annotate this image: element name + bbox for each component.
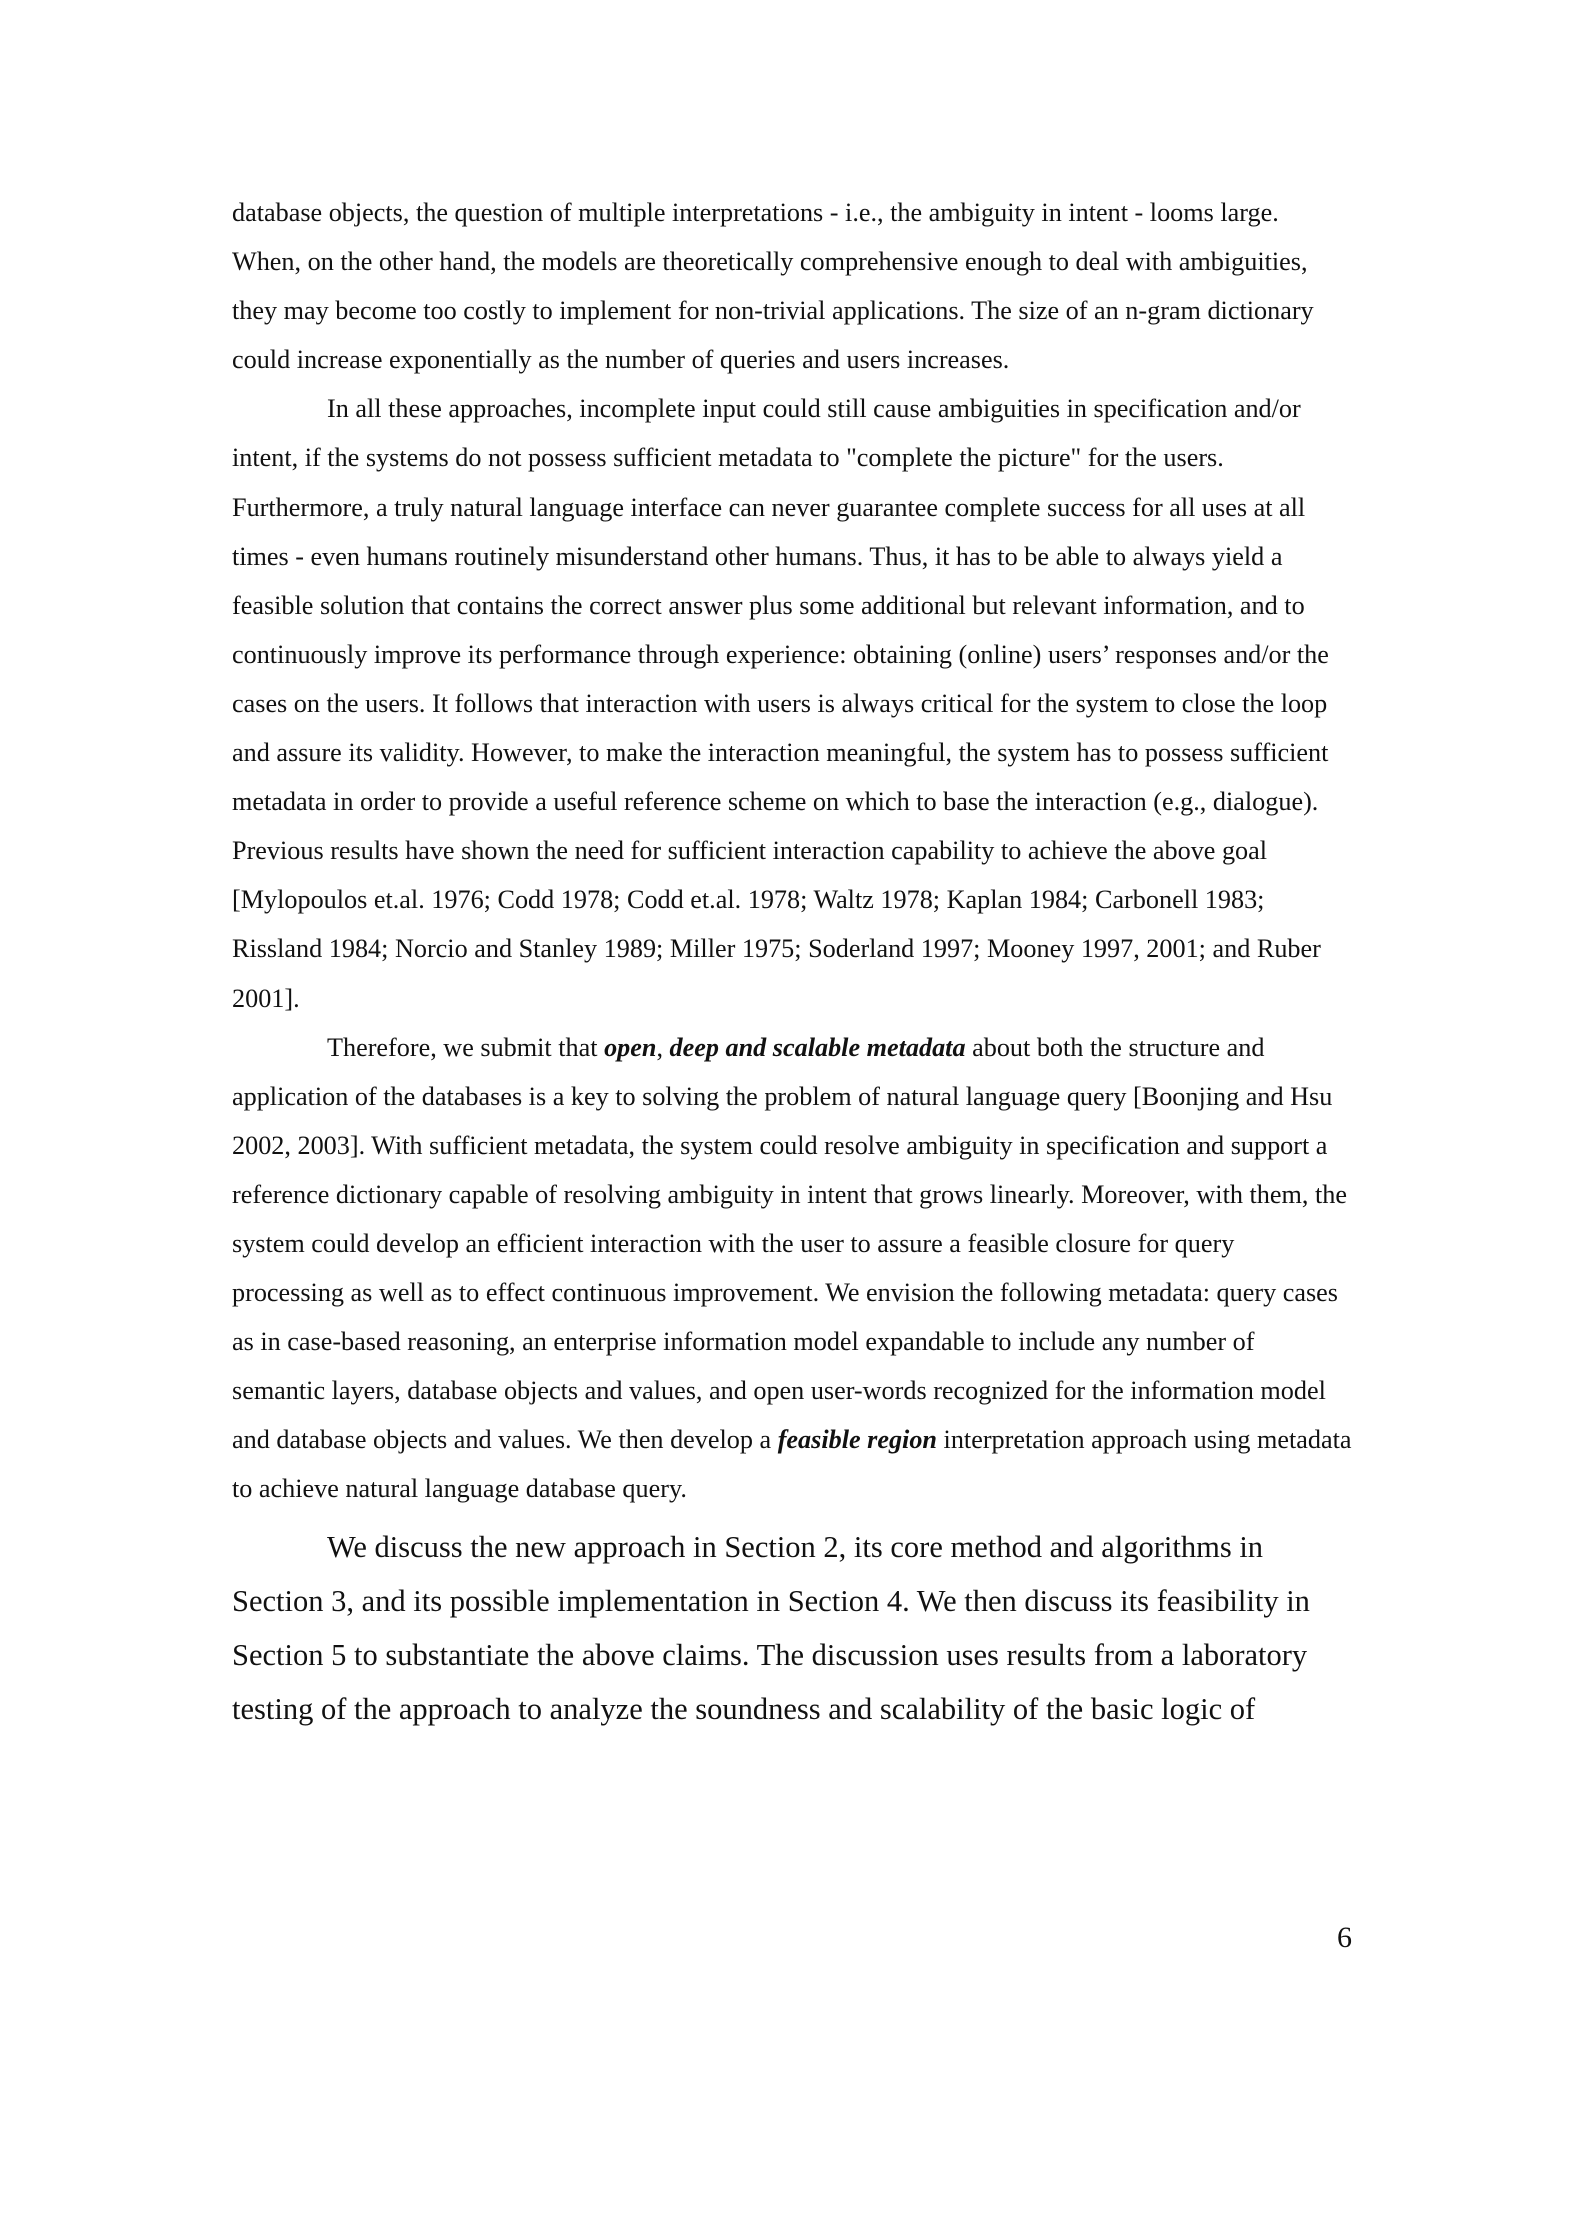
paragraph-text-segment: Therefore, we submit that bbox=[327, 1032, 605, 1062]
paragraph-section-overview: We discuss the new approach in Section 2, its core method and algorithms in Section 3, and its possible implementation in Section 4. We then discuss its feasibility in Section 5 to substantiate the above claims. The discussion uses results from a laboratory testing of the approach to analyze the soundness and scalability of the basic logic of bbox=[232, 1529, 1310, 1726]
emphasis-deep-scalable-metadata: deep and scalable metadata bbox=[669, 1032, 966, 1062]
page-number: 6 bbox=[1337, 1921, 1352, 1954]
paragraph-text-segment: interpretation approach using metadata to achieve natural language database query. bbox=[232, 1425, 1352, 1504]
paragraph-incomplete-input: In all these approaches, incomplete input could still cause ambiguities in specification and/or intent, if the systems do not possess sufficient metadata to "complete the picture" for the users. Furthermore, a truly natural language interface can never guarantee complete success for all uses at all times - even humans routinely misunderstand other humans. Thus, it has to be able to always yield a feasible solution that contains the correct answer plus some additional but relevant information, and to continuously improve its performance through experience: obtaining (online) users’ responses and/or the cases on the users. It follows that interaction with users is always critical for the system to close the loop and assure its validity. However, to make the interaction meaningful, the system has to possess sufficient metadata in order to provide a useful reference scheme on which to base the interaction (e.g., dialogue). Previous results have shown the need for sufficient interaction capability to achieve the above goal [Mylopoulos et.al. 1976; Codd 1978; Codd et.al. 1978; Waltz 1978; Kaplan 1984; Carbonell 1983; Rissland 1984; Norcio and Stanley 1989; Miller 1975; Soderland 1997; Mooney 1997, 2001; and Ruber 2001]. bbox=[232, 394, 1329, 1013]
paragraph-continuation: database objects, the question of multiple interpretations - i.e., the ambiguity in intent - looms large. When, on the other hand, the models are theoretically comprehensive enough to deal with ambiguities, they may become too costly to implement for non-trivial applications. The size of an n-gram dictionary could increase exponentially as the number of queries and users increases. bbox=[232, 198, 1314, 375]
emphasis-feasible-region: feasible region bbox=[777, 1425, 937, 1455]
emphasis-open: open bbox=[604, 1032, 657, 1062]
body-text bbox=[232, 188, 1352, 1736]
paragraph-metadata-proposal bbox=[232, 1023, 1352, 1514]
paragraph-text-segment: , bbox=[656, 1032, 670, 1062]
paragraph-text-segment: about both the structure and application of the databases is a key to solving the problem of natural language query [Boonjing and Hsu 2002, 2003]. With sufficient metadata, the system could resolve ambiguity in specification and support a reference dictionary capable of resolving ambiguity in intent that grows linearly. Moreover, with them, the system could develop an efficient interaction with the user to assure a feasible closure for query processing as well as to effect continuous improvement. We envision the following metadata: query cases as in case-based reasoning, an enterprise information model expandable to include any number of semantic layers, database objects and values, and open user-words recognized for the information model and database objects and values. We then develop a bbox=[232, 1032, 1347, 1455]
